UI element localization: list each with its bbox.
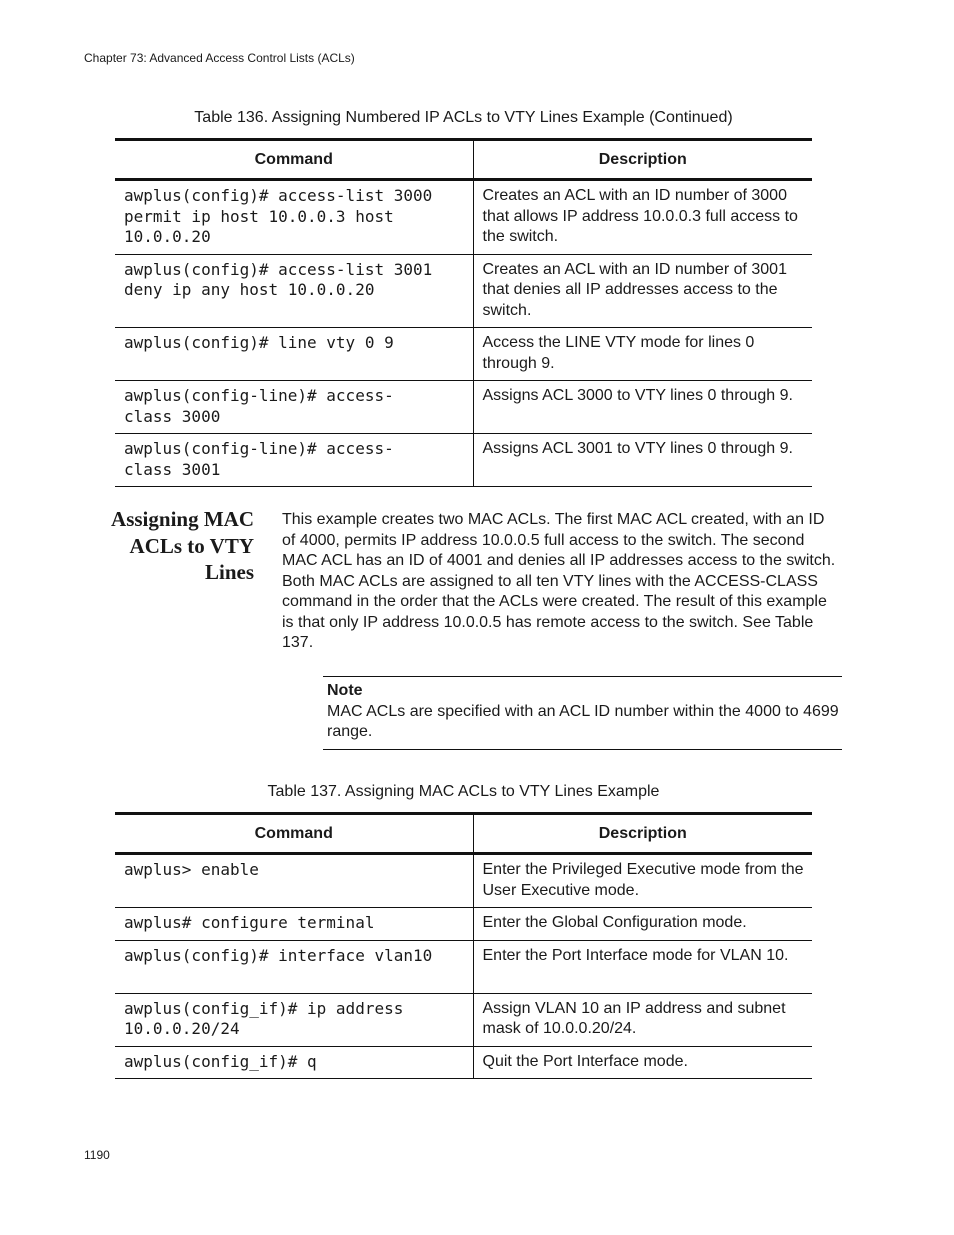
section-heading-line: Lines — [204, 560, 254, 584]
table-row — [115, 908, 812, 941]
description-cell: Assigns ACL 3001 to VTY lines 0 through 9. — [473, 434, 812, 487]
note-body: MAC ACLs are specified with an ACL ID number within the 4000 to 4699 range. — [327, 702, 839, 740]
description-cell: Creates an ACL with an ID number of 3001 that denies all IP addresses access to the switch. — [473, 254, 812, 328]
table-row — [115, 180, 812, 255]
table-row — [115, 854, 812, 908]
table-row — [115, 254, 812, 328]
page-number: 1190 — [84, 1148, 110, 1162]
column-header-command: Command — [115, 814, 473, 854]
command-cell: awplus(config_if)# q — [115, 1046, 473, 1079]
command-cell: awplus# configure terminal — [115, 908, 473, 941]
section-heading — [95, 506, 254, 586]
table-row — [115, 1046, 812, 1079]
description-cell: Enter the Global Configuration mode. — [473, 908, 812, 941]
column-header-description: Description — [473, 140, 812, 180]
command-cell: awplus(config)# interface vlan10 — [115, 940, 473, 993]
command-cell: awplus> enable — [115, 854, 473, 908]
table-137 — [115, 812, 812, 1079]
column-header-description: Description — [473, 814, 812, 854]
description-cell: Creates an ACL with an ID number of 3000 that allows IP address 10.0.0.3 full access to the switch. — [473, 180, 812, 255]
column-header-command: Command — [115, 140, 473, 180]
note-box — [323, 676, 842, 750]
table-row — [115, 434, 812, 487]
description-cell: Assign VLAN 10 an IP address and subnet mask of 10.0.0.20/24. — [473, 993, 812, 1046]
table-row — [115, 993, 812, 1046]
table-header-row — [115, 140, 812, 180]
section-heading-line: ACLs to VTY — [129, 533, 254, 558]
table-header-row — [115, 814, 812, 854]
note-title: Note — [327, 682, 363, 699]
command-cell: awplus(config-line)# access- class 3000 — [115, 381, 473, 434]
table-136-caption: Table 136. Assigning Numbered IP ACLs to VTY Lines Example (Continued) — [194, 109, 733, 126]
section-body-paragraph: This example creates two MAC ACLs. The first MAC ACL created, with an ID of 4000, permits IP address 10.0.0.5 full access to the switch. The second MAC ACL has an ID of 4001 and denies all IP addresses access to the switch. Both MAC ACLs are assigned to all ten VTY lines with the ACCESS-CLASS command in the order that the ACLs were created. The result of this example is that only IP address 10.0.0.5 has remote access to the switch. See Table 137. — [282, 511, 836, 651]
description-cell: Access the LINE VTY mode for lines 0 through 9. — [473, 328, 812, 381]
description-cell: Quit the Port Interface mode. — [473, 1046, 812, 1079]
command-cell: awplus(config_if)# ip address 10.0.0.20/24 — [115, 993, 473, 1046]
table-row — [115, 328, 812, 381]
table-row — [115, 940, 812, 993]
section-heading-line: Assigning MAC — [111, 507, 254, 531]
table-136 — [115, 138, 812, 487]
description-cell: Enter the Port Interface mode for VLAN 10. — [473, 940, 812, 993]
description-cell: Assigns ACL 3000 to VTY lines 0 through 9. — [473, 381, 812, 434]
running-header: Chapter 73: Advanced Access Control Lists (ACLs) — [84, 51, 355, 65]
table-137-caption: Table 137. Assigning MAC ACLs to VTY Lines Example — [267, 783, 660, 800]
command-cell: awplus(config)# access-list 3000 permit ip host 10.0.0.3 host 10.0.0.20 — [115, 180, 473, 255]
description-cell: Enter the Privileged Executive mode from the User Executive mode. — [473, 854, 812, 908]
command-cell: awplus(config)# access-list 3001 deny ip any host 10.0.0.20 — [115, 254, 473, 328]
command-cell: awplus(config)# line vty 0 9 — [115, 328, 473, 381]
table-row — [115, 381, 812, 434]
command-cell: awplus(config-line)# access- class 3001 — [115, 434, 473, 487]
